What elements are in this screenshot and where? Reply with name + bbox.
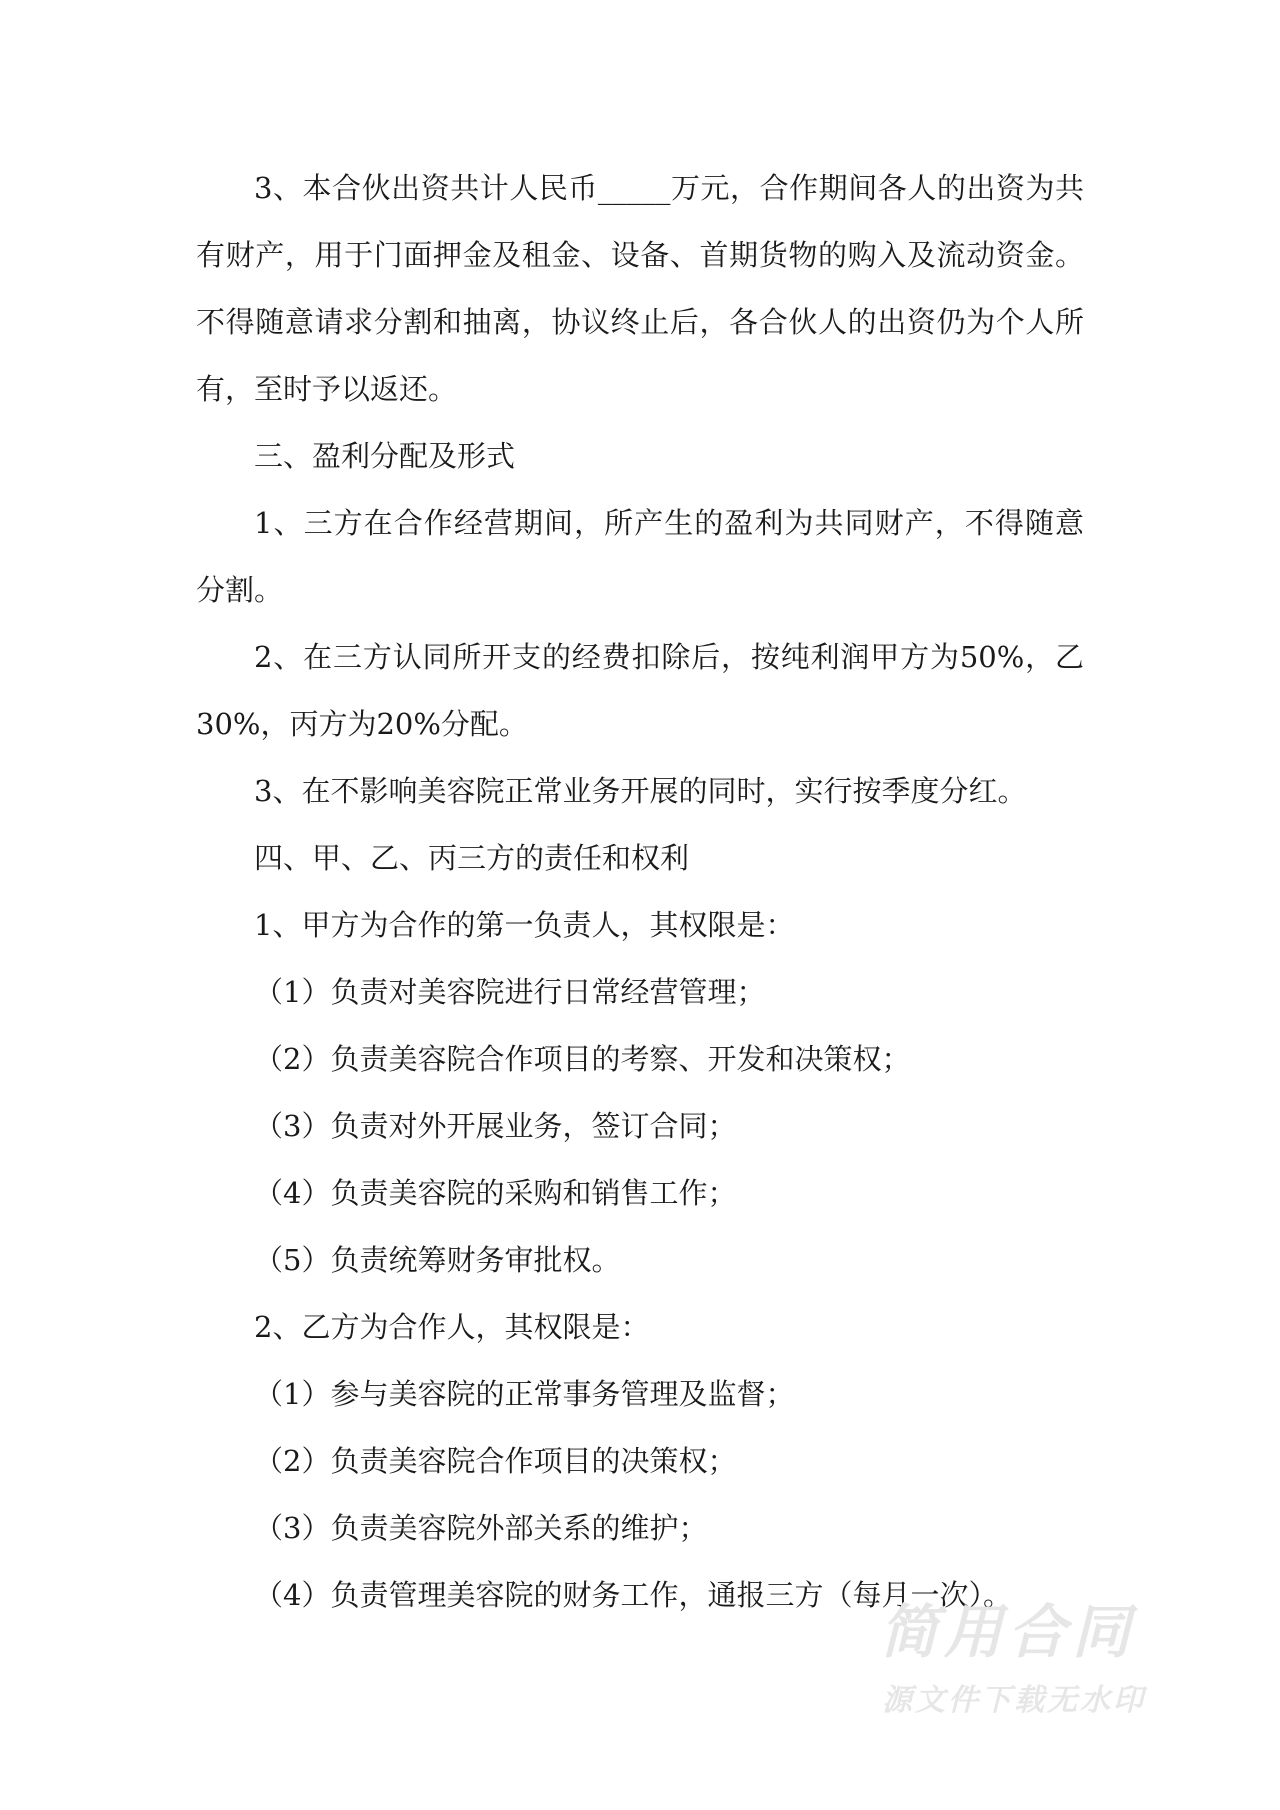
- paragraph-line: （1）负责对美容院进行日常经营管理；: [254, 975, 766, 1009]
- paragraph-line: 30%，丙方为20%分配。: [196, 707, 528, 741]
- paragraph-line: （5）负责统筹财务审批权。: [254, 1243, 621, 1277]
- paragraph-line: （4）负责美容院的采购和销售工作；: [254, 1176, 737, 1210]
- paragraph-line: 1、三方在合作经营期间，所产生的盈利为共同财产，不得随意: [254, 506, 1084, 540]
- paragraph-line: 分割。: [196, 573, 284, 607]
- paragraph-line: 2、乙方为合作人，其权限是：: [254, 1310, 650, 1344]
- paragraph-line: 不得随意请求分割和抽离，协议终止后，各合伙人的出资仍为个人所: [196, 305, 1084, 339]
- paragraph-line: （2）负责美容院合作项目的决策权；: [254, 1444, 737, 1478]
- paragraph-line: 四、甲、乙、丙三方的责任和权利: [254, 841, 690, 875]
- watermark-logo: 简用合同: [880, 1598, 1137, 1666]
- paragraph-line: （3）负责对外开展业务，签订合同；: [254, 1109, 737, 1143]
- paragraph-line: （2）负责美容院合作项目的考察、开发和决策权；: [254, 1042, 911, 1076]
- paragraph-line: （3）负责美容院外部关系的维护；: [254, 1511, 708, 1545]
- paragraph-line: 3、本合伙出资共计人民币_____万元，合作期间各人的出资为共: [254, 171, 1084, 205]
- paragraph-line: 三、盈利分配及形式: [254, 439, 516, 473]
- watermark-subtitle: 源文件下载无水印: [882, 1683, 1146, 1718]
- paragraph-line: 3、在不影响美容院正常业务开展的同时，实行按季度分红。: [254, 774, 1027, 808]
- paragraph-line: （1）参与美容院的正常事务管理及监督；: [254, 1377, 795, 1411]
- paragraph-line: （4）负责管理美容院的财务工作，通报三方（每月一次）。: [254, 1578, 1012, 1612]
- paragraph-line: 有财产，用于门面押金及租金、设备、首期货物的购入及流动资金。: [196, 238, 1084, 272]
- paragraph-line: 2、在三方认同所开支的经费扣除后，按纯利润甲方为50%，乙: [254, 640, 1084, 674]
- document-body: [196, 166, 1084, 1640]
- paragraph-line: 1、甲方为合作的第一负责人，其权限是：: [254, 908, 795, 942]
- paragraph-line: 有，至时予以返还。: [196, 372, 458, 406]
